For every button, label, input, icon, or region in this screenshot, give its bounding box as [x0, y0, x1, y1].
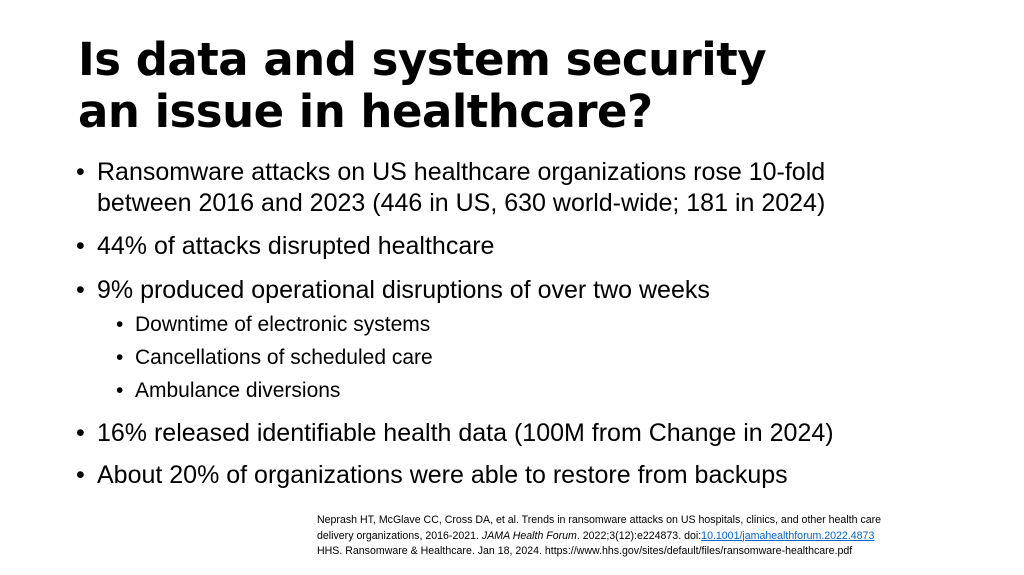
- sub-bullet-downtime: [135, 312, 430, 338]
- bullet-text: • Ransomware attacks on US healthcare organizations rose 10-fold: [97, 158, 826, 186]
- bullet-operational-disruptions: [97, 275, 710, 306]
- bullet-text: • 16% released identifiable health data (100M from Change in 2024): [97, 419, 834, 447]
- doi-link[interactable]: 10.1001/jamahealthforum.2022.4873: [701, 529, 875, 542]
- reference-1-line-2: [317, 529, 1017, 545]
- references: [317, 513, 1017, 560]
- sub-bullet-text: • Ambulance diversions: [135, 379, 341, 402]
- bullet-health-data-released: [97, 418, 834, 449]
- sub-bullet-text: • Cancellations of scheduled care: [135, 346, 433, 369]
- sub-bullet-ambulance: [135, 378, 340, 404]
- bullet-text: • 44% of attacks disrupted healthcare: [97, 232, 495, 260]
- bullet-ransomware-rise: [97, 157, 825, 219]
- title-line-2: an issue in healthcare?: [78, 85, 653, 138]
- bullet-text: between 2016 and 2023 (446 in US, 630 world-wide; 181 in 2024): [97, 189, 826, 217]
- sub-bullet-cancellations: [135, 345, 433, 371]
- bullet-restore-backups: [97, 460, 788, 491]
- reference-1-journal: JAMA Health Forum: [481, 529, 577, 542]
- reference-1-text: delivery organizations, 2016-2021.: [317, 529, 482, 542]
- reference-1-citation: . 2022;3(12):e224873. doi:: [576, 529, 702, 542]
- bullet-text: • About 20% of organizations were able to restore from backups: [97, 461, 788, 489]
- title-line-1: Is data and system security: [78, 33, 767, 86]
- reference-1-line-1: Neprash HT, McGlave CC, Cross DA, et al. Trends in ransomware attacks on US hospitals, clinics, and other health care: [317, 514, 882, 526]
- reference-2: HHS. Ransomware & Healthcare. Jan 18, 2024. https://www.hhs.gov/sites/default/files/ransomware-healthcare.pdf: [317, 545, 853, 557]
- bullet-text: • 9% produced operational disruptions of over two weeks: [97, 276, 710, 304]
- sub-bullet-text: • Downtime of electronic systems: [135, 313, 431, 336]
- bullet-disrupted-care: [97, 231, 494, 262]
